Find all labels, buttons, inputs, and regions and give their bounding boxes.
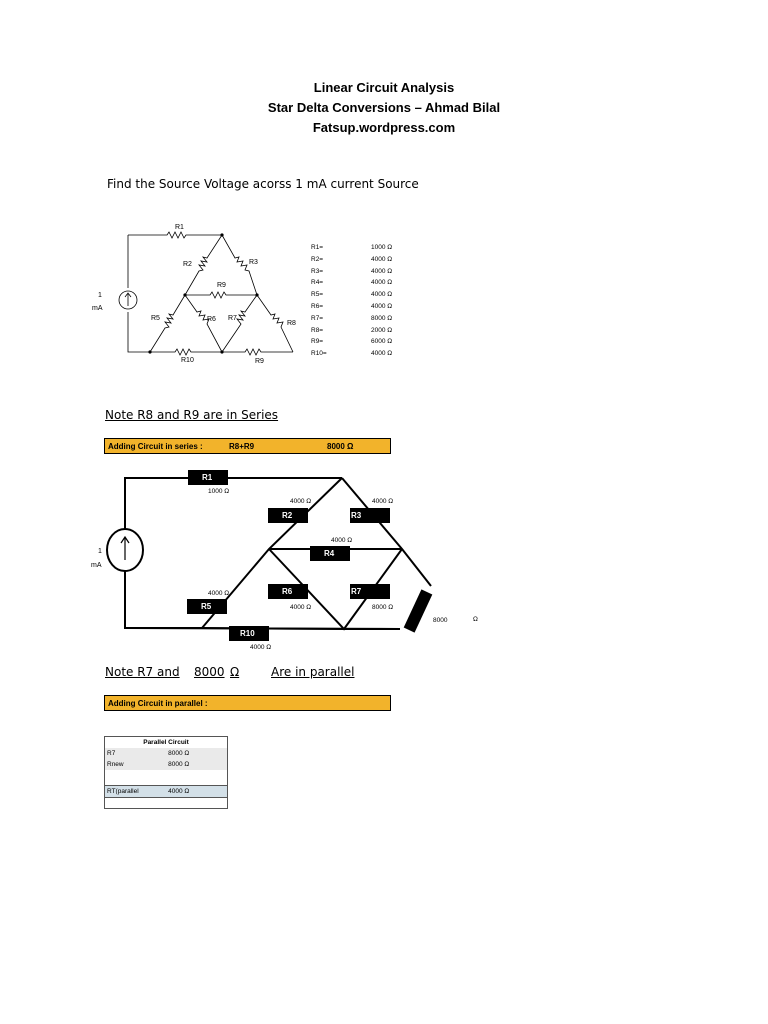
resistor-value: 4000 Ω bbox=[371, 291, 393, 299]
title-line-2: Star Delta Conversions – Ahmad Bilal bbox=[267, 100, 501, 115]
c2-label-r1: R1 bbox=[202, 473, 213, 482]
series-bar-label: Adding Circuit in series : bbox=[108, 442, 203, 451]
resistor-values bbox=[371, 242, 411, 360]
title-line-1: Linear Circuit Analysis bbox=[313, 80, 455, 95]
note-parallel-b: 8000 bbox=[194, 665, 225, 679]
parallel-bar bbox=[104, 695, 391, 711]
parallel-total-value: 4000 Ω bbox=[168, 788, 190, 795]
resistor-value: 4000 Ω bbox=[371, 255, 393, 263]
problem-statement: Find the Source Voltage acorss 1 mA current Source bbox=[107, 177, 419, 191]
c2-source-value: 1 bbox=[98, 548, 102, 555]
resistor-name: R2= bbox=[311, 255, 324, 263]
c2-value-r4: 4000 Ω bbox=[331, 537, 353, 544]
c2-label-r6: R6 bbox=[282, 587, 293, 596]
title-line-3: Fatsup.wordpress.com bbox=[312, 120, 456, 135]
resistor-name: R1= bbox=[311, 244, 324, 251]
c1-source-value: 1 bbox=[98, 292, 102, 299]
table-row-total bbox=[105, 785, 227, 798]
resistor-value: 6000 Ω bbox=[371, 338, 393, 346]
resistor-name: R8= bbox=[311, 326, 324, 334]
c2-label-r7: R7 bbox=[351, 587, 362, 596]
c2-value-r6: 4000 Ω bbox=[290, 604, 312, 611]
c2-value-r1: 1000 Ω bbox=[208, 488, 230, 495]
c2-label-r5: R5 bbox=[201, 602, 212, 611]
resistor-value: 4000 Ω bbox=[371, 302, 393, 310]
parallel-row-name: R7 bbox=[107, 750, 116, 757]
resistor-names bbox=[311, 242, 341, 360]
parallel-bar-label: Adding Circuit in parallel : bbox=[108, 699, 208, 708]
resistor-value: 2000 Ω bbox=[371, 326, 393, 334]
c2-box-rs bbox=[404, 589, 433, 632]
circuit-diagram-1 bbox=[85, 220, 315, 370]
c2-source-unit: mA bbox=[91, 562, 102, 569]
c1-label-r1: R1 bbox=[175, 224, 184, 231]
parallel-row-name: Rnew bbox=[107, 761, 124, 768]
c2-value-r5: 4000 Ω bbox=[208, 590, 230, 597]
c2-value-r7: 8000 Ω bbox=[372, 604, 394, 611]
series-bar-expr: R8+R9 bbox=[229, 442, 255, 451]
parallel-row-value: 8000 Ω bbox=[168, 750, 190, 757]
c2-value-r2: 4000 Ω bbox=[290, 498, 312, 505]
resistor-value: 4000 Ω bbox=[371, 267, 393, 275]
parallel-table bbox=[104, 736, 228, 809]
resistor-name: R7= bbox=[311, 314, 324, 322]
c1-label-r3: R3 bbox=[249, 259, 258, 266]
c2-label-r10: R10 bbox=[240, 629, 255, 638]
resistor-name: R6= bbox=[311, 302, 324, 310]
resistor-name: R10= bbox=[311, 350, 327, 358]
c2-value-rs: 8000 bbox=[433, 617, 448, 624]
c1-label-r2: R2 bbox=[183, 261, 192, 268]
c2-label-r2: R2 bbox=[282, 511, 293, 520]
table-spacer bbox=[105, 770, 227, 785]
c1-label-r7: R7 bbox=[228, 315, 237, 322]
c2-value-r3: 4000 Ω bbox=[372, 498, 394, 505]
resistor-value: 4000 Ω bbox=[371, 279, 393, 287]
c2-rs-unit: Ω bbox=[473, 616, 478, 623]
c2-label-r3: R3 bbox=[351, 511, 362, 520]
c1-label-r10: R10 bbox=[181, 357, 194, 364]
resistor-value: 4000 Ω bbox=[371, 350, 393, 358]
resistor-value: 8000 Ω bbox=[371, 314, 393, 322]
c1-label-r5: R5 bbox=[151, 315, 160, 322]
table-spacer bbox=[105, 798, 227, 808]
series-bar-value: 8000 Ω bbox=[327, 442, 354, 451]
c1-label-r8: R8 bbox=[287, 320, 296, 327]
resistor-value: 1000 Ω bbox=[371, 244, 393, 251]
parallel-total-name: RT(parallel bbox=[107, 788, 139, 795]
c1-label-r6: R6 bbox=[207, 316, 216, 323]
resistor-name: R9= bbox=[311, 338, 324, 346]
resistor-name: R3= bbox=[311, 267, 324, 275]
table-row bbox=[105, 759, 227, 770]
series-bar bbox=[104, 438, 391, 454]
parallel-row-value: 8000 Ω bbox=[168, 761, 190, 768]
c1-source-unit: mA bbox=[92, 305, 103, 312]
note-parallel-c: Ω bbox=[230, 665, 240, 679]
circuit-diagram-2 bbox=[100, 468, 448, 658]
c1-label-r9-mid: R9 bbox=[217, 282, 226, 289]
c2-label-r4: R4 bbox=[324, 549, 335, 558]
note-parallel-a: Note R7 and bbox=[105, 665, 180, 679]
resistor-name: R4= bbox=[311, 279, 324, 287]
c2-value-r10: 4000 Ω bbox=[250, 644, 272, 651]
table-row bbox=[105, 748, 227, 759]
note-parallel-d: Are in parallel bbox=[271, 665, 355, 679]
c1-label-r9-bottom: R9 bbox=[255, 358, 264, 365]
note-series: Note R8 and R9 are in Series bbox=[105, 408, 279, 422]
resistor-name: R5= bbox=[311, 291, 324, 299]
parallel-table-header: Parallel Circuit bbox=[143, 739, 189, 746]
